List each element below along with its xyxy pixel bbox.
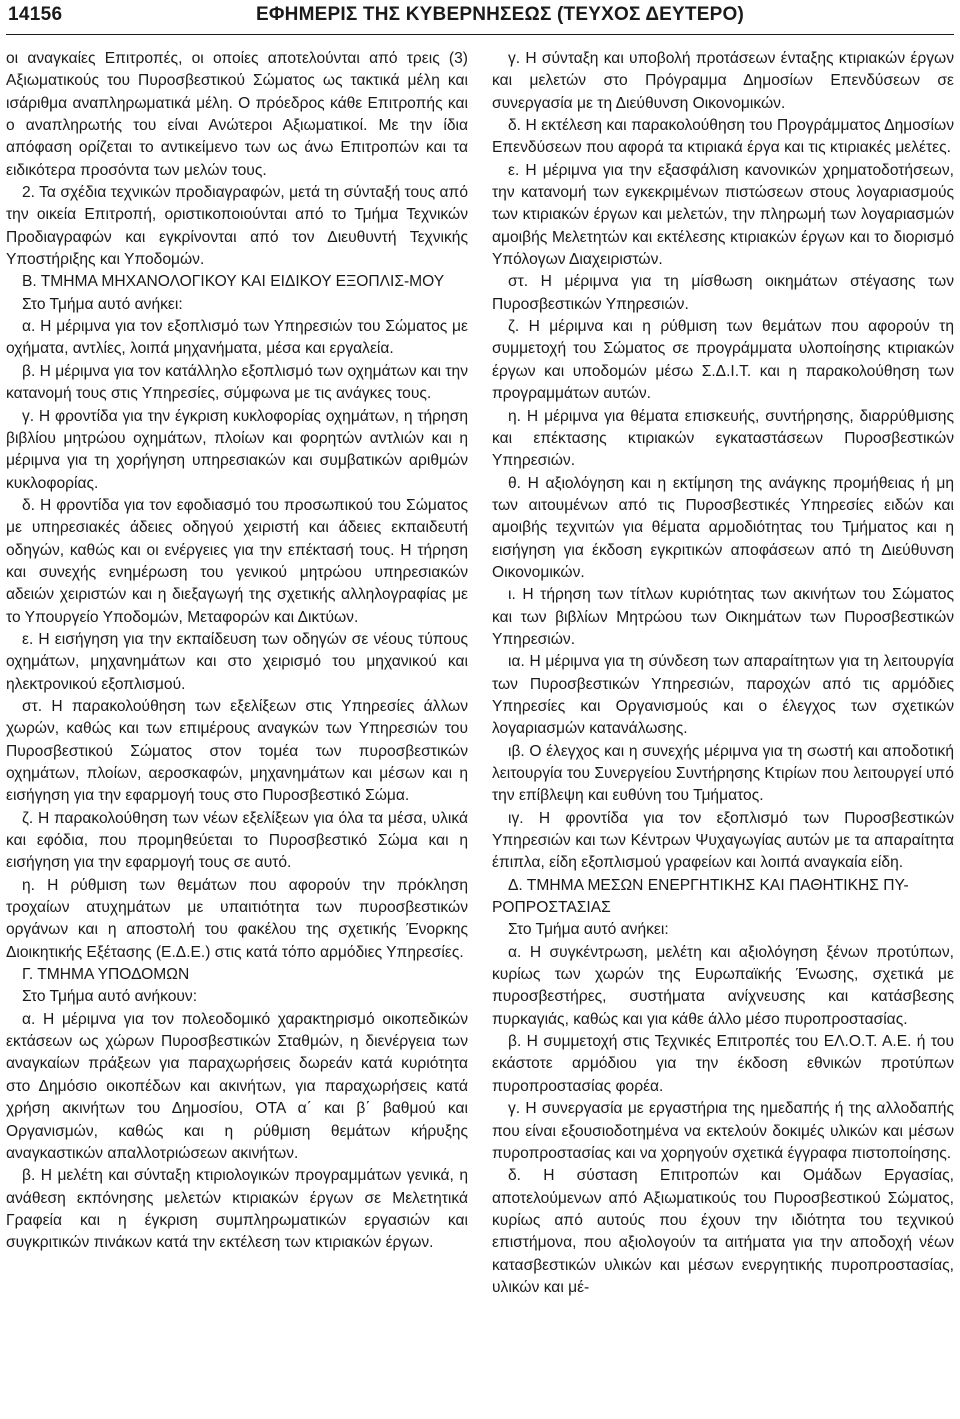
paragraph: 2. Τα σχέδια τεχνικών προδιαγραφών, μετά τη σύνταξή τους από την οικεία Επιτροπή, οριστικοποιούνται από το Τμήμα Τεχνικών Προδιαγραφών και εγκρίνονται από τον Διευθυντή Τεχνικής Υποστήριξης και Υποδομών.: [6, 184, 468, 269]
paragraph: ζ. Η παρακολούθηση των νέων εξελίξεων για όλα τα μέσα, υλικά και εφόδια, που προμηθεύεται το Πυροσβεστικό Σώμα και η εισήγηση για την εφαρμογή τους σε αυτό.: [6, 809, 468, 872]
paragraph: Στο Τμήμα αυτό ανήκει:: [508, 921, 669, 939]
body-columns: [6, 48, 954, 1419]
paragraph: στ. Η μέριμνα για τη μίσθωση οικημάτων στέγασης των Πυροσβεστικών Υπηρεσιών.: [492, 273, 954, 313]
paragraph: β. Η συμμετοχή στις Τεχνικές Επιτροπές του ΕΛ.Ο.Τ. Α.Ε. ή του εκάστοτε αρμόδιου για την έκδοση εθνικών προτύπων πυροπροστασίας φορέα.: [492, 1033, 954, 1095]
paragraph: δ. Η σύσταση Επιτροπών και Ομάδων Εργασίας, αποτελούμενων από Αξιωματικούς του Πυροσβεστικού Σώματος, κυρίως από αυτούς που έχουν την ιδιότητα του τεχνικού επιστήμονα, που αξιολογούν τα αιτήματα για την αποδοχή νέων κατασβεστικών υλικών και μέσων ενεργητικής πυροπροστασίας, υλικών και μέ-: [492, 1167, 954, 1296]
left-column: [6, 48, 468, 1255]
paragraph: Στο Τμήμα αυτό ανήκουν:: [22, 988, 198, 1006]
paragraph: ε. Η μέριμνα για την εξασφάλιση κανονικών χρηματοδοτήσεων, την κατανομή των εγκεκριμένων πιστώσεων στους λογαριασμούς των κτιριακών έργων και μελετών, την πληρωμή των λογαριασμών αμοιβής Μελετητών και εκτέλεσης κτιριακών έργων και το διορισμό Υπόλογων Διαχειριστών.: [492, 161, 954, 269]
paragraph: δ. Η φροντίδα για τον εφοδιασμό του προσωπικού του Σώματος με υπηρεσιακές άδειες οδηγού χειριστή και άδειες εκπαιδευτή οδηγών, καθώς και οι ενέργειες για την επέκτασή τους. Η τήρηση και συνεχής ενημέρωση του γενικού μητρώου υπηρεσιακών αδειών χειριστών και η διεξαγωγή της σχετικής αλληλογραφίας με το Υπουργείο Υποδομών, Μεταφορών και Δικτύων.: [6, 496, 468, 626]
paragraph: β. Η μελέτη και σύνταξη κτιριολογικών προγραμμάτων γενικά, η ανάθεση εκπόνησης μελετών κτιριακών έργων σε Μελετητικά Γραφεία και η έγκριση συμπληρωματικών εργασιών και συγκριτικών πινάκων κατά την εκτέλεση των κτιριακών έργων.: [6, 1167, 468, 1252]
paragraph: ι. Η τήρηση των τίτλων κυριότητας των ακινήτων του Σώματος και των βιβλίων Μητρώου των Οικημάτων των Πυροσβεστικών Υπηρεσιών.: [492, 586, 954, 648]
page-number: 14156: [8, 4, 63, 25]
paragraph: α. Η μέριμνα για τον πολεοδομικό χαρακτηρισμό οικοπεδικών εκτάσεων ως χώρων Πυροσβεστικών Σταθμών, η διενέργεια των αναγκαίων πράξεων για παραχωρήσεις δωρεάν κατά κυριότητα στο Δημόσιο οικοπέδων και ακινήτων, για παραχωρήσεις κατά χρήση ακινήτων του Δημοσίου, ΟΤΑ α΄ και β΄ βαθμού και Οργανισμών, καθώς και η ρύθμιση θεμάτων κήρυξης αναγκαστικών απαλλοτριώσεων ακινήτων.: [6, 1010, 468, 1162]
paragraph: γ. Η συνεργασία με εργαστήρια της ημεδαπής ή της αλλοδαπής που είναι εξουσιοδοτημένα να εκτελούν δοκιμές υλικών και μέσων πυροπροστασίας και να χορηγούν σχετικά έγγραφα πιστοποίησης.: [492, 1100, 954, 1162]
paragraph: ιγ. Η φροντίδα για τον εξοπλισμό των Πυροσβεστικών Υπηρεσιών και των Κέντρων Ψυχαγωγίας αυτών με τα απαραίτητα έπιπλα, είδη εξοπλισμού γραφείων και λοιπά αναγκαία είδη.: [492, 809, 954, 872]
running-title: ΕΦΗΜΕΡΙΣ ΤΗΣ ΚΥΒΕΡΝΗΣΕΩΣ (ΤΕΥΧΟΣ ΔΕΥΤΕΡΟ): [256, 4, 744, 25]
paragraph: η. Η ρύθμιση των θεμάτων που αφορούν την πρόκληση τροχαίων ατυχημάτων με υπαιτιότητα των πυροσβεστικών οργάνων και η αποστολή του φακέλου της σχετικής Ένορκης Διοικητικής Εξέτασης (Ε.Δ.Ε.) στις κατά τόπο αρμόδιες Υπηρεσίες.: [6, 876, 468, 961]
paragraph: γ. Η σύνταξη και υποβολή προτάσεων ένταξης κτιριακών έργων και μελετών στο Πρόγραμμα Δημοσίων Επενδύσεων σε συνεργασία με τη Διεύθυνση Οικονομικών.: [492, 50, 954, 112]
section-heading-b: Β. ΤΜΗΜΑ ΜΗΧΑΝΟΛΟΓΙΚΟΥ ΚΑΙ ΕΙΔΙΚΟΥ ΕΞΟΠΛΙΣ-ΜΟΥ: [22, 273, 445, 291]
section-heading-c: Γ. ΤΜΗΜΑ ΥΠΟΔΟΜΩΝ: [22, 966, 190, 984]
paragraph: β. Η μέριμνα για τον κατάλληλο εξοπλισμό των οχημάτων και την κατανομή τους στις Υπηρεσίες, σύμφωνα με τις ανάγκες τους.: [6, 362, 468, 403]
right-column: [492, 48, 954, 1299]
paragraph: γ. Η φροντίδα για την έγκριση κυκλοφορίας οχημάτων, η τήρηση βιβλίου μητρώου οχημάτων, πλοίων και φορητών αντλιών και η μέριμνα για τη χορήγηση υπηρεσιακών και συμβατικών αριθμών κυκλοφορίας.: [6, 407, 468, 492]
paragraph: στ. Η παρακολούθηση των εξελίξεων στις Υπηρεσίες άλλων χωρών, καθώς και των επιμέρους αναγκών των Υπηρεσιών του Πυροσβεστικού Σώματος στον τομέα των πυροσβεστικών οχημάτων, πλοίων, αεροσκαφών, μηχανημάτων και μέσων και η εισήγηση για την εφαρμογή τους στο Πυροσβεστικό Σώμα.: [6, 697, 468, 805]
paragraph: α. Η μέριμνα για τον εξοπλισμό των Υπηρεσιών του Σώματος με οχήματα, αντλίες, λοιπά μηχανήματα, μέσα και εργαλεία.: [6, 318, 468, 358]
paragraph: α. Η συγκέντρωση, μελέτη και αξιολόγηση ξένων προτύπων, κυρίως των χωρών της Ευρωπαϊκής Ένωσης, σχετικά με πυροσβεστήρες, συστήματα ανίχνευσης και κατάσβεσης πυρκαγιάς, καθώς και για κάθε άλλο μέσο πυροπροστασίας.: [492, 943, 954, 1028]
paragraph: ζ. Η μέριμνα και η ρύθμιση των θεμάτων που αφορούν τη συμμετοχή του Σώματος σε προγράμματα υλοποίησης κτιριακών έργων και υποδομών μέσω Σ.Δ.Ι.Τ. και η παρακολούθηση των προγραμμάτων αυτών.: [492, 318, 954, 403]
paragraph: Στο Τμήμα αυτό ανήκει:: [22, 295, 183, 313]
paragraph: δ. Η εκτέλεση και παρακολούθηση του Προγράμματος Δημοσίων Επενδύσεων που αφορά τα κτιριακά έργα και τις κτιριακές μελέτες.: [492, 117, 954, 157]
paragraph: οι αναγκαίες Επιτροπές, οι οποίες αποτελούνται από τρεις (3) Αξιωματικούς του Πυροσβεστικού Σώματος ως τακτικά μέλη και ισάριθμα αναπληρωματικά μέλη. Ο πρόεδρος κάθε Επιτροπής και ο αναπληρωτής του είναι Ανώτεροι Αξιωματικοί. Με την ίδια απόφαση ορίζεται το αντικείμενο των ως άνω Επιτροπών και τα ειδικότερα προσόντα των μελών τους.: [6, 50, 468, 179]
page-header: [6, 0, 954, 35]
paragraph: ε. Η εισήγηση για την εκπαίδευση των οδηγών σε νέους τύπους οχημάτων, μηχανημάτων και στο χειρισμό του μηχανικού και ηλεκτρονικού εξοπλισμού.: [6, 630, 468, 693]
paragraph: ια. Η μέριμνα για τη σύνδεση των απαραίτητων για τη λειτουργία των Πυροσβεστικών Υπηρεσιών, παροχών από τις αρμόδιες Υπηρεσίες και Οργανισμούς και ο έλεγχος των σχετικών λογαριασμών κατανάλωσης.: [492, 653, 954, 738]
section-heading-d: Δ. ΤΜΗΜΑ ΜΕΣΩΝ ΕΝΕΡΓΗΤΙΚΗΣ ΚΑΙ ΠΑΘΗΤΙΚΗΣ ΠΥ-ΡΟΠΡΟΣΤΑΣΙΑΣ: [492, 876, 909, 917]
paragraph: η. Η μέριμνα για θέματα επισκευής, συντήρησης, διαρρύθμισης και επέκτασης κτιριακών εγκαταστάσεων Πυροσβεστικών Υπηρεσιών.: [492, 407, 954, 470]
paragraph: θ. Η αξιολόγηση και η εκτίμηση της ανάγκης προμήθειας ή μη των αιτουμένων από τις Πυροσβεστικές Υπηρεσίες ειδών και αμοιβής τεχνιτών για θέματα αρμοδιότητας του Τμήματος και η εισήγηση για έκδοση εγκριτικών αποφάσεων από τη Διεύθυνση Οικονομικών.: [492, 474, 954, 581]
paragraph: ιβ. Ο έλεγχος και η συνεχής μέριμνα για τη σωστή και αποδοτική λειτουργία του Συνεργείου Συντήρησης Κτιρίων που λειτουργεί υπό την επίβλεψη και ευθύνη του Τμήματος.: [492, 742, 954, 805]
